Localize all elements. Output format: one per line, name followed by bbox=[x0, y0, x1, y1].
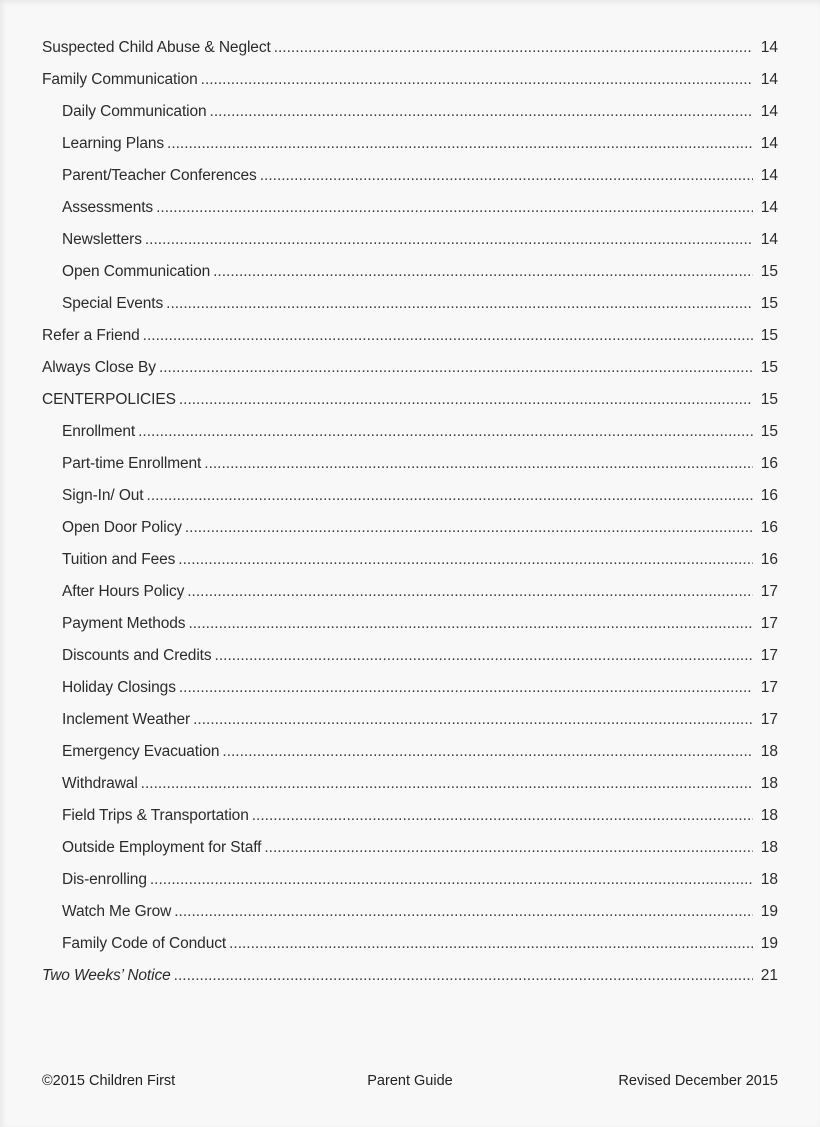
toc-entry-label: Family Code of Conduct bbox=[62, 935, 227, 952]
toc-entry-label: Refer a Friend bbox=[42, 327, 140, 344]
toc-leader-dots bbox=[229, 928, 753, 960]
toc-entry bbox=[42, 736, 778, 768]
toc-entry bbox=[42, 896, 778, 928]
toc-entry-page-number: 15 bbox=[760, 327, 778, 344]
toc-leader-dots bbox=[204, 448, 753, 480]
toc-entry-page-number: 15 bbox=[760, 295, 778, 312]
toc-entry-label: Family Communication bbox=[42, 71, 198, 88]
toc-entry bbox=[42, 64, 778, 96]
toc-entry-label: Payment Methods bbox=[62, 615, 186, 632]
toc-leader-dots bbox=[193, 704, 753, 736]
toc-entry bbox=[42, 160, 778, 192]
toc-leader-dots bbox=[138, 416, 753, 448]
toc-entry-page-number: 18 bbox=[760, 743, 778, 760]
toc-entry-page-number: 14 bbox=[760, 103, 778, 120]
toc-entry-page-number: 15 bbox=[760, 391, 778, 408]
toc-entry-page-number: 18 bbox=[760, 871, 778, 888]
toc-entry bbox=[42, 960, 778, 992]
toc-entry-page-number: 18 bbox=[760, 807, 778, 824]
toc-entry bbox=[42, 32, 778, 64]
toc-entry bbox=[42, 672, 778, 704]
toc-entry-page-number: 19 bbox=[760, 935, 778, 952]
toc-entry bbox=[42, 704, 778, 736]
toc-entry bbox=[42, 192, 778, 224]
toc-entry bbox=[42, 544, 778, 576]
toc-leader-dots bbox=[222, 736, 753, 768]
toc-entry-label: Withdrawal bbox=[62, 775, 138, 792]
toc-entry bbox=[42, 928, 778, 960]
toc-entry bbox=[42, 800, 778, 832]
toc-entry bbox=[42, 480, 778, 512]
toc-entry-label: Holiday Closings bbox=[62, 679, 176, 696]
toc-entry-page-number: 15 bbox=[760, 359, 778, 376]
toc-leader-dots bbox=[141, 768, 753, 800]
toc-entry-page-number: 17 bbox=[760, 711, 778, 728]
toc-entry-page-number: 14 bbox=[760, 135, 778, 152]
toc-entry-page-number: 15 bbox=[760, 423, 778, 440]
toc-leader-dots bbox=[178, 544, 753, 576]
toc-entry-label: Watch Me Grow bbox=[62, 903, 172, 920]
toc-leader-dots bbox=[174, 960, 753, 992]
toc-entry-label: Parent/Teacher Conferences bbox=[62, 167, 257, 184]
toc-leader-dots bbox=[147, 480, 753, 512]
toc-entry-label: Special Events bbox=[62, 295, 164, 312]
toc-entry-page-number: 18 bbox=[760, 839, 778, 856]
toc-leader-dots bbox=[145, 224, 753, 256]
toc-leader-dots bbox=[179, 672, 753, 704]
toc-entry-page-number: 17 bbox=[760, 583, 778, 600]
toc-entry-page-number: 14 bbox=[760, 167, 778, 184]
toc-entry bbox=[42, 768, 778, 800]
toc-entry bbox=[42, 384, 778, 416]
toc-entry-page-number: 14 bbox=[760, 71, 778, 88]
toc-leader-dots bbox=[215, 640, 753, 672]
toc-entry-page-number: 16 bbox=[760, 487, 778, 504]
toc-entry-page-number: 15 bbox=[760, 263, 778, 280]
footer-copyright: ©2015 Children First bbox=[42, 1073, 176, 1089]
toc-entry bbox=[42, 96, 778, 128]
toc-leader-dots bbox=[185, 512, 753, 544]
toc-entry-label: Open Door Policy bbox=[62, 519, 182, 536]
toc-leader-dots bbox=[201, 64, 753, 96]
toc-entry-label: Enrollment bbox=[62, 423, 136, 440]
toc-entry-page-number: 21 bbox=[760, 967, 778, 984]
toc-entry bbox=[42, 320, 778, 352]
toc-leader-dots bbox=[252, 800, 753, 832]
toc-entry-page-number: 16 bbox=[760, 455, 778, 472]
toc-entry-label: Newsletters bbox=[62, 231, 142, 248]
toc-entry-label: Daily Communication bbox=[62, 103, 207, 120]
toc-entry bbox=[42, 448, 778, 480]
toc-entry-label: Tuition and Fees bbox=[62, 551, 176, 568]
toc-entry bbox=[42, 224, 778, 256]
toc-entry bbox=[42, 416, 778, 448]
toc-entry-page-number: 16 bbox=[760, 519, 778, 536]
toc-entry-label: Outside Employment for Staff bbox=[62, 839, 262, 856]
toc-entry-label: Inclement Weather bbox=[62, 711, 191, 728]
toc-entry-page-number: 14 bbox=[760, 39, 778, 56]
toc-entry bbox=[42, 608, 778, 640]
toc-leader-dots bbox=[213, 256, 753, 288]
toc-entry-page-number: 17 bbox=[760, 647, 778, 664]
toc-leader-dots bbox=[210, 96, 753, 128]
toc-entry-label: Always Close By bbox=[42, 359, 156, 376]
toc-leader-dots bbox=[150, 864, 753, 896]
toc-entry-page-number: 14 bbox=[760, 199, 778, 216]
toc-entry bbox=[42, 864, 778, 896]
toc-entry-label: Two Weeks’ Notice bbox=[42, 967, 171, 984]
toc-entry-label: Field Trips & Transportation bbox=[62, 807, 249, 824]
toc-leader-dots bbox=[143, 320, 753, 352]
toc-entry bbox=[42, 128, 778, 160]
toc-entry bbox=[42, 512, 778, 544]
toc-leader-dots bbox=[264, 832, 753, 864]
footer-revision: Revised December 2015 bbox=[618, 1073, 778, 1089]
toc-entry bbox=[42, 576, 778, 608]
toc-entry bbox=[42, 832, 778, 864]
toc-entry-page-number: 19 bbox=[760, 903, 778, 920]
toc-entry bbox=[42, 640, 778, 672]
toc-leader-dots bbox=[260, 160, 753, 192]
toc-leader-dots bbox=[156, 192, 753, 224]
toc-entry-label: Learning Plans bbox=[62, 135, 165, 152]
toc-leader-dots bbox=[179, 384, 753, 416]
toc-entry-page-number: 14 bbox=[760, 231, 778, 248]
toc-entry-page-number: 16 bbox=[760, 551, 778, 568]
toc-entry-label: Sign-In/ Out bbox=[62, 487, 144, 504]
toc-leader-dots bbox=[274, 32, 753, 64]
toc-entry-page-number: 17 bbox=[760, 679, 778, 696]
toc-entry bbox=[42, 256, 778, 288]
toc-entry-label: Discounts and Credits bbox=[62, 647, 212, 664]
toc-entry-label: Suspected Child Abuse & Neglect bbox=[42, 39, 271, 56]
toc-entry-label: Assessments bbox=[62, 199, 154, 216]
toc-entry-label: Part-time Enrollment bbox=[62, 455, 202, 472]
toc-entry-page-number: 17 bbox=[760, 615, 778, 632]
toc-entry-page-number: 18 bbox=[760, 775, 778, 792]
page-footer bbox=[0, 1069, 820, 1093]
toc-leader-dots bbox=[174, 896, 753, 928]
toc-entry-label: Dis-enrolling bbox=[62, 871, 147, 888]
footer-doc-title: Parent Guide bbox=[367, 1073, 453, 1089]
toc-leader-dots bbox=[159, 352, 753, 384]
toc-entry-label: Open Communication bbox=[62, 263, 211, 280]
toc-leader-dots bbox=[187, 576, 753, 608]
toc-entry-label: CENTERPOLICIES bbox=[42, 391, 176, 408]
toc-entry-label: Emergency Evacuation bbox=[62, 743, 220, 760]
toc-entry bbox=[42, 288, 778, 320]
toc-entry-label: After Hours Policy bbox=[62, 583, 185, 600]
table-of-contents bbox=[42, 32, 778, 992]
toc-entry bbox=[42, 352, 778, 384]
toc-leader-dots bbox=[188, 608, 753, 640]
toc-leader-dots bbox=[166, 288, 753, 320]
toc-leader-dots bbox=[167, 128, 753, 160]
